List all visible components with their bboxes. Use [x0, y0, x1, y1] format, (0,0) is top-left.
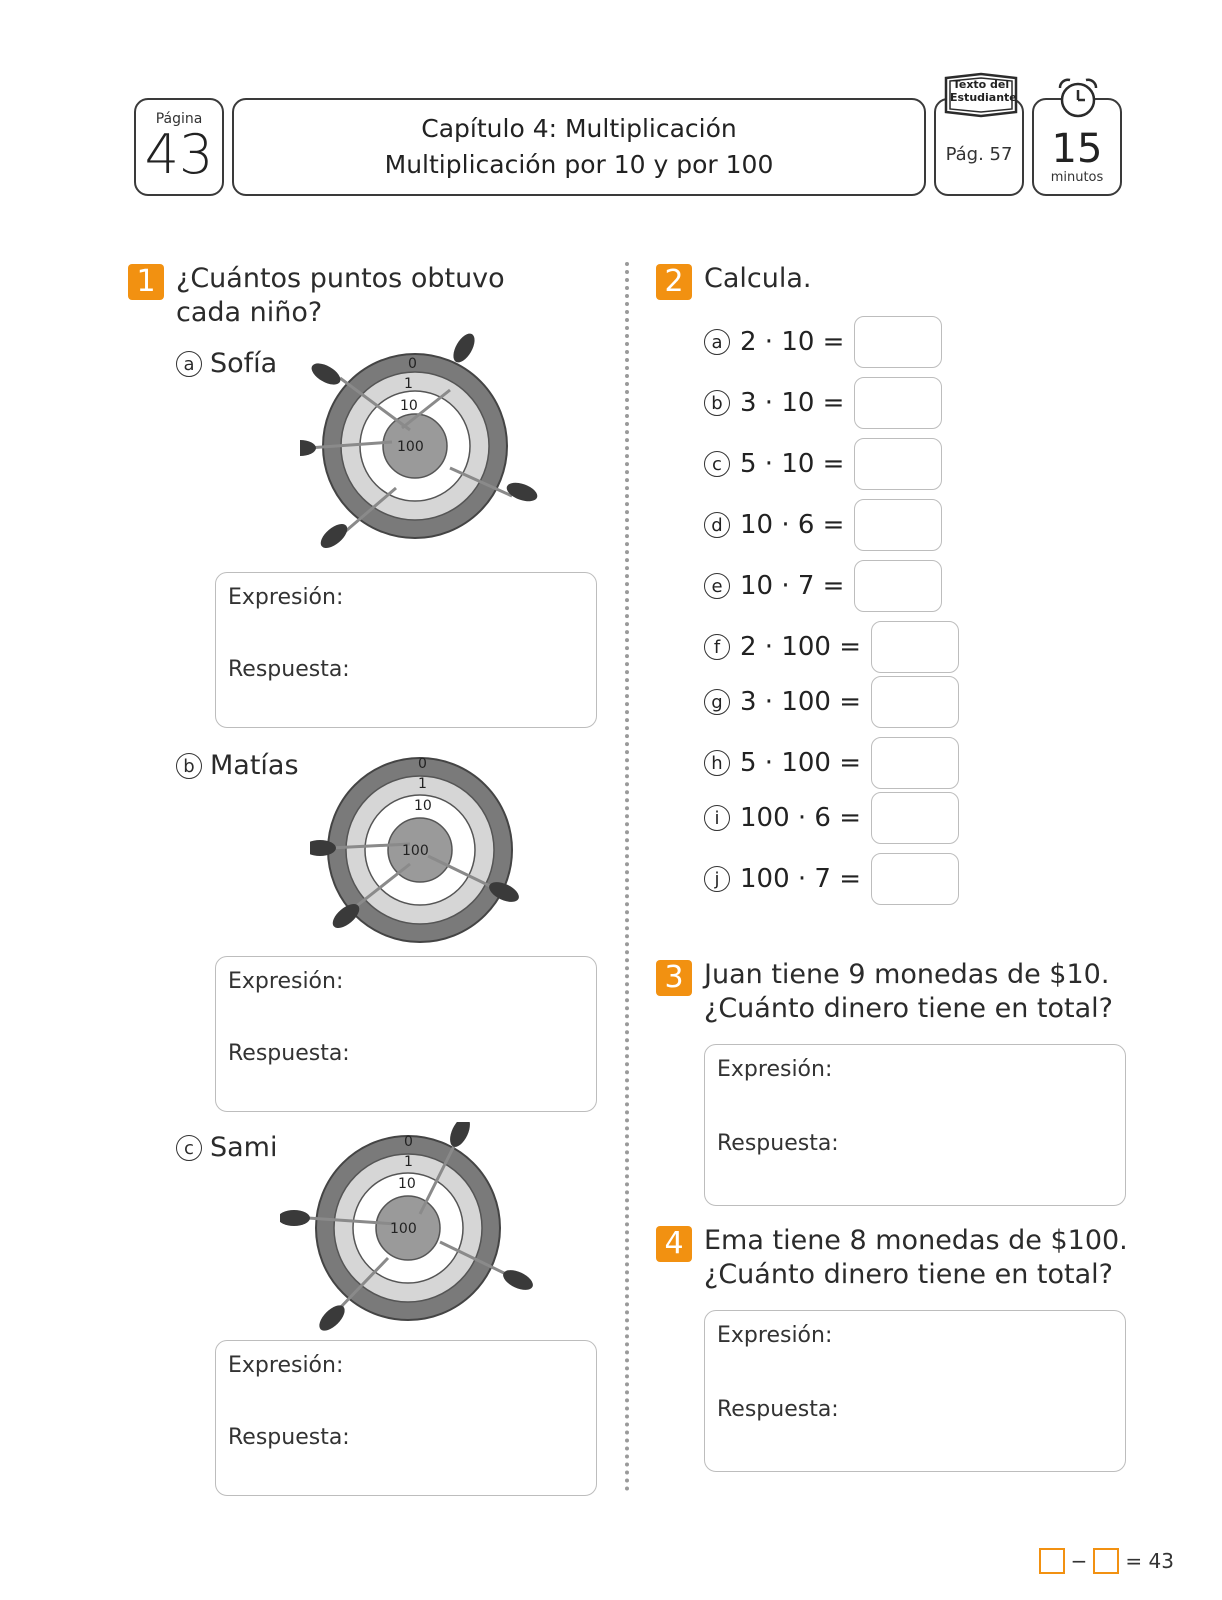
- ring-label-100: 100: [402, 843, 429, 859]
- calc-item-j: [704, 853, 959, 905]
- letter-g: g: [704, 689, 730, 715]
- expression-label: Expresión:: [228, 585, 344, 610]
- book-label: Texto del Estudiante: [950, 78, 1017, 104]
- ring-label-10: 10: [398, 1176, 416, 1192]
- calc-item-d: [704, 499, 942, 551]
- child-b-label: [176, 750, 299, 781]
- ring-label-1: 1: [404, 1154, 413, 1170]
- ring-label-100: 100: [397, 439, 424, 455]
- calc-expression: 100 · 6 =: [740, 803, 862, 833]
- answer-slot[interactable]: [871, 853, 959, 905]
- section-1-badge: 1: [128, 264, 164, 300]
- expression-label: Expresión:: [717, 1057, 833, 1082]
- ring-label-0: 0: [404, 1134, 413, 1150]
- footer-equation: [1039, 1548, 1174, 1574]
- calc-item-f: [704, 621, 959, 673]
- section-2-title: Calcula.: [704, 263, 812, 294]
- page-label: Página: [155, 111, 203, 127]
- calc-expression: 2 · 100 =: [740, 632, 862, 662]
- ring-label-0: 0: [418, 756, 427, 772]
- letter-c: c: [176, 1135, 202, 1161]
- answer-slot[interactable]: [871, 792, 959, 844]
- answer-slot[interactable]: [871, 737, 959, 789]
- answer-slot[interactable]: [871, 676, 959, 728]
- letter-e: e: [704, 573, 730, 599]
- chapter-title-box: [232, 98, 926, 196]
- footer-operator: −: [1070, 1549, 1088, 1573]
- child-name: Sami: [210, 1132, 278, 1163]
- child-a-label: [176, 348, 277, 379]
- footer-box-1: [1039, 1548, 1065, 1574]
- ring-label-100: 100: [390, 1221, 417, 1237]
- answer-slot[interactable]: [854, 377, 942, 429]
- calc-item-g: [704, 676, 959, 728]
- calc-item-a: [704, 316, 942, 368]
- target-matias: [310, 748, 530, 948]
- calc-item-h: [704, 737, 959, 789]
- section-2-badge: 2: [656, 264, 692, 300]
- letter-a: a: [704, 329, 730, 355]
- alarm-clock-icon: [1052, 76, 1104, 120]
- textbook-page: Pág. 57: [945, 143, 1013, 165]
- calc-item-b: [704, 377, 942, 429]
- answer-box-b[interactable]: [215, 956, 597, 1112]
- child-name: Sofía: [210, 348, 278, 379]
- footer-box-2: [1093, 1548, 1119, 1574]
- page-number: 43: [144, 123, 214, 186]
- calc-expression: 100 · 7 =: [740, 864, 862, 894]
- letter-j: j: [704, 866, 730, 892]
- calc-item-i: [704, 792, 959, 844]
- column-divider: [625, 262, 629, 1492]
- letter-a: a: [176, 351, 202, 377]
- chapter-title: Capítulo 4: Multiplicación: [421, 114, 737, 143]
- time-unit: minutos: [1050, 169, 1104, 185]
- answer-slot[interactable]: [854, 316, 942, 368]
- letter-f: f: [704, 634, 730, 660]
- answer-label: Respuesta:: [717, 1131, 839, 1156]
- calc-item-c: [704, 438, 942, 490]
- page-number-box: [134, 98, 224, 196]
- letter-b: b: [704, 390, 730, 416]
- ring-label-10: 10: [400, 398, 418, 414]
- answer-box-3[interactable]: [704, 1044, 1126, 1206]
- section-3-badge: 3: [656, 960, 692, 996]
- answer-label: Respuesta:: [228, 1041, 350, 1066]
- target-sofia: [300, 330, 540, 560]
- calc-item-e: [704, 560, 942, 612]
- expression-label: Expresión:: [228, 1353, 344, 1378]
- answer-slot[interactable]: [854, 499, 942, 551]
- answer-label: Respuesta:: [228, 657, 350, 682]
- calc-expression: 2 · 10 =: [740, 327, 845, 357]
- letter-h: h: [704, 750, 730, 776]
- letter-b: b: [176, 753, 202, 779]
- ring-label-1: 1: [404, 376, 413, 392]
- ring-label-1: 1: [418, 776, 427, 792]
- section-1-question: ¿Cuántos puntos obtuvo cada niño?: [176, 263, 505, 328]
- calc-expression: 5 · 100 =: [740, 748, 862, 778]
- child-name: Matías: [210, 750, 299, 781]
- answer-label: Respuesta:: [717, 1397, 839, 1422]
- calc-expression: 10 · 6 =: [740, 510, 845, 540]
- answer-label: Respuesta:: [228, 1425, 350, 1450]
- section-4-question: Ema tiene 8 monedas de $100. ¿Cuánto dinero tiene en total?: [704, 1225, 1128, 1290]
- footer-result: = 43: [1125, 1549, 1174, 1573]
- book-icon: [942, 70, 1020, 120]
- answer-box-c[interactable]: [215, 1340, 597, 1496]
- expression-label: Expresión:: [228, 969, 344, 994]
- calc-expression: 10 · 7 =: [740, 571, 845, 601]
- child-c-label: [176, 1132, 278, 1163]
- target-sami: [280, 1122, 540, 1342]
- letter-i: i: [704, 805, 730, 831]
- time-value: 15: [1051, 125, 1103, 172]
- calc-expression: 5 · 10 =: [740, 449, 845, 479]
- answer-slot[interactable]: [871, 621, 959, 673]
- chapter-subtitle: Multiplicación por 10 y por 100: [384, 150, 774, 179]
- letter-c: c: [704, 451, 730, 477]
- answer-box-4[interactable]: [704, 1310, 1126, 1472]
- answer-slot[interactable]: [854, 560, 942, 612]
- section-3-question: Juan tiene 9 monedas de $10. ¿Cuánto dinero tiene en total?: [704, 959, 1113, 1024]
- ring-label-0: 0: [408, 356, 417, 372]
- section-4-badge: 4: [656, 1226, 692, 1262]
- answer-slot[interactable]: [854, 438, 942, 490]
- ring-label-10: 10: [414, 798, 432, 814]
- calc-expression: 3 · 100 =: [740, 687, 862, 717]
- answer-box-a[interactable]: [215, 572, 597, 728]
- letter-d: d: [704, 512, 730, 538]
- calc-expression: 3 · 10 =: [740, 388, 845, 418]
- expression-label: Expresión:: [717, 1323, 833, 1348]
